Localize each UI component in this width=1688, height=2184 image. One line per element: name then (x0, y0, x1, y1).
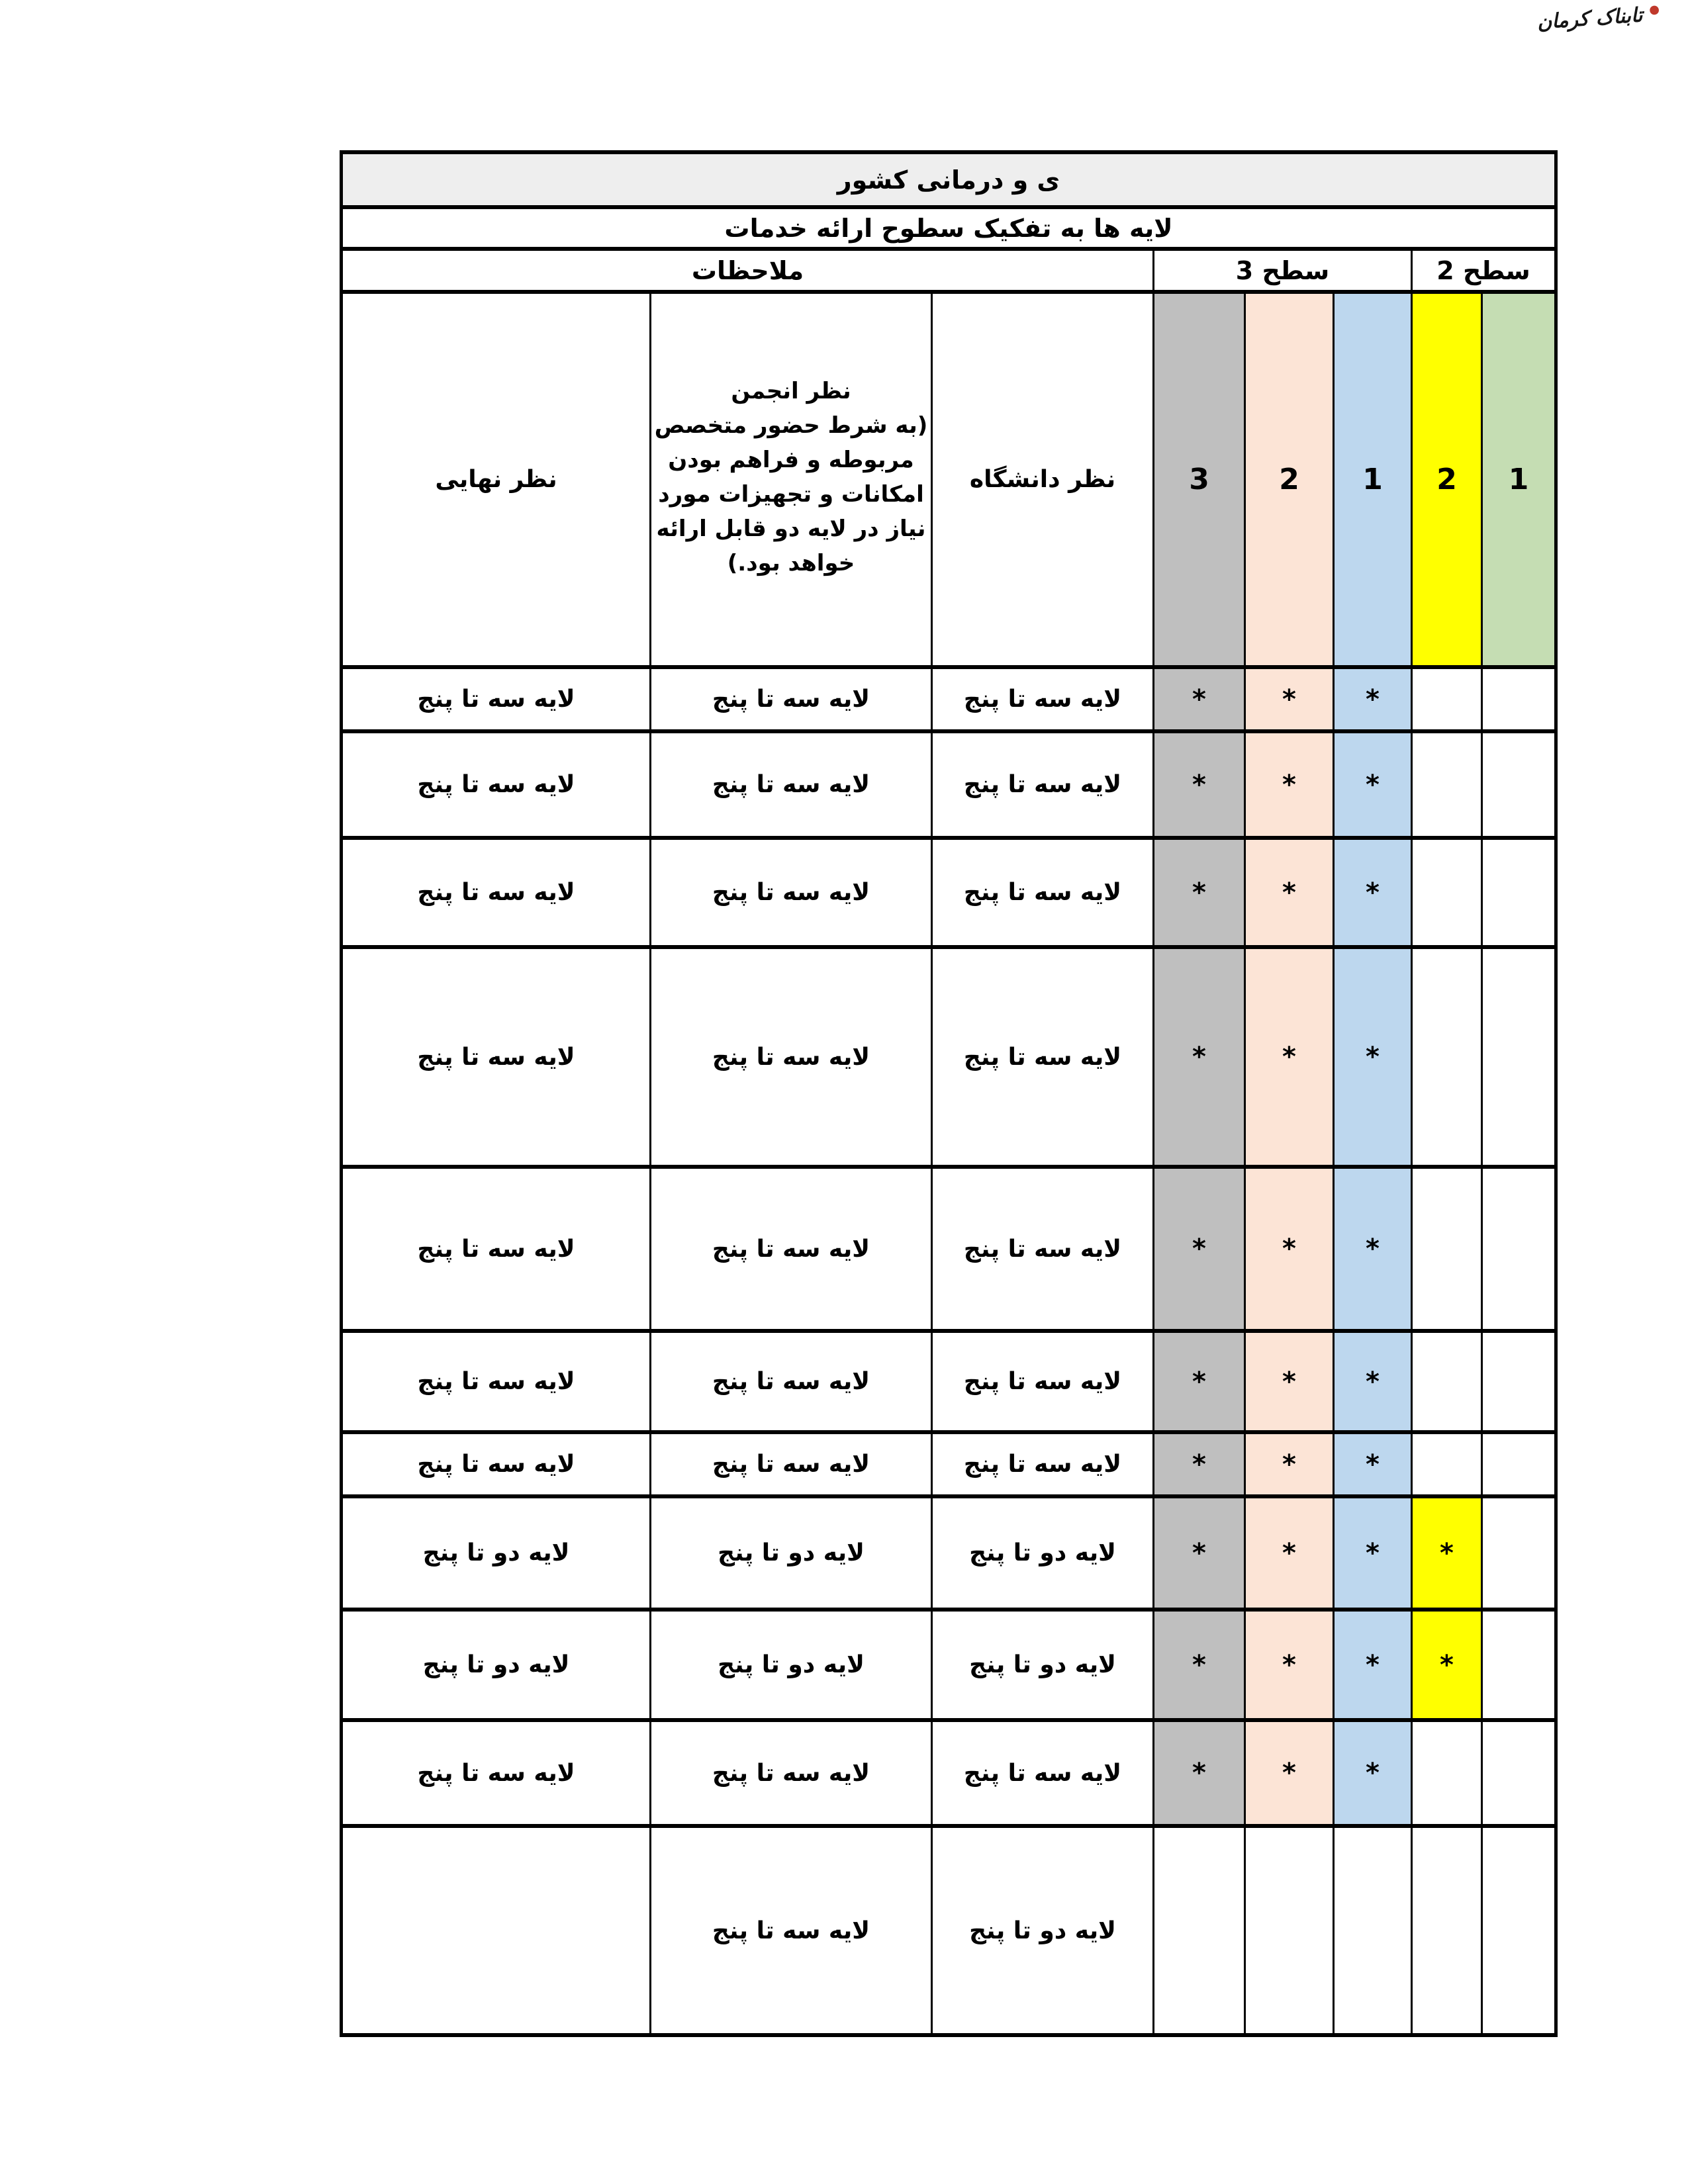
cell-final-opinion: لایه سه تا پنج (342, 947, 651, 1167)
cell-level3-1: * (1334, 1610, 1412, 1720)
group-header-level2: سطح 2 (1412, 249, 1556, 292)
cell-level2-2 (1412, 838, 1482, 947)
association-note-line: نیاز در لایه دو قابل ارائه (656, 515, 926, 542)
cell-university-opinion: لایه سه تا پنج (932, 1720, 1154, 1826)
cell-university-opinion: لایه دو تا پنج (932, 1496, 1154, 1610)
logo-accent-dot: ● (1648, 2, 1661, 17)
cell-level3-1: * (1334, 667, 1412, 731)
table-title: ی و درمانی کشور (342, 152, 1556, 207)
cell-final-opinion: لایه سه تا پنج (342, 731, 651, 838)
table-subtitle: لایه ها به تفکیک سطوح ارائه خدمات (342, 207, 1556, 249)
association-note-line: (به شرط حضور متخصص (654, 412, 928, 439)
cell-level2-1 (1482, 1826, 1556, 2035)
cell-level2-2 (1412, 731, 1482, 838)
column-header-level3-3: 3 (1154, 292, 1245, 667)
cell-association-opinion: لایه سه تا پنج (651, 947, 932, 1167)
cell-level3-2: * (1245, 1496, 1334, 1610)
cell-level3-3: * (1154, 1432, 1245, 1496)
cell-university-opinion: لایه دو تا پنج (932, 1826, 1154, 2035)
cell-association-opinion: لایه سه تا پنج (651, 1720, 932, 1826)
table-row (342, 731, 1556, 838)
group-header-notes: ملاحظات (342, 249, 1154, 292)
cell-university-opinion: لایه سه تا پنج (932, 1167, 1154, 1331)
cell-level2-2 (1412, 1432, 1482, 1496)
cell-association-opinion: لایه سه تا پنج (651, 1432, 932, 1496)
cell-association-opinion: لایه سه تا پنج (651, 1167, 932, 1331)
cell-level2-2 (1412, 667, 1482, 731)
cell-level3-2: * (1245, 1167, 1334, 1331)
cell-association-opinion: لایه دو تا پنج (651, 1496, 932, 1610)
cell-level2-1 (1482, 1167, 1556, 1331)
association-header-label: نظر انجمن (731, 377, 851, 404)
cell-level3-3: * (1154, 947, 1245, 1167)
cell-level3-3: * (1154, 731, 1245, 838)
table-row (342, 1826, 1556, 2035)
cell-level3-1: * (1334, 1432, 1412, 1496)
cell-level2-1 (1482, 947, 1556, 1167)
cell-final-opinion: لایه سه تا پنج (342, 1167, 651, 1331)
cell-level3-2 (1245, 1826, 1334, 2035)
cell-university-opinion: لایه سه تا پنج (932, 731, 1154, 838)
cell-final-opinion: لایه سه تا پنج (342, 667, 651, 731)
cell-level3-1: * (1334, 1720, 1412, 1826)
table-row (342, 1610, 1556, 1720)
cell-level3-3: * (1154, 667, 1245, 731)
cell-university-opinion: لایه سه تا پنج (932, 947, 1154, 1167)
site-logo (1536, 3, 1661, 34)
cell-level3-3: * (1154, 1496, 1245, 1610)
cell-university-opinion: لایه سه تا پنج (932, 1432, 1154, 1496)
cell-level3-2: * (1245, 667, 1334, 731)
table-row (342, 207, 1556, 249)
column-header-association (651, 292, 932, 667)
cell-level3-3: * (1154, 1331, 1245, 1432)
cell-level2-1 (1482, 1610, 1556, 1720)
cell-level3-2: * (1245, 1432, 1334, 1496)
cell-level3-1: * (1334, 1331, 1412, 1432)
cell-level2-2 (1412, 947, 1482, 1167)
table-row (342, 152, 1556, 207)
association-note-line: امکانات و تجهیزات مورد (658, 480, 924, 508)
cell-level3-1: * (1334, 838, 1412, 947)
association-note-line: خواهد بود.) (727, 549, 855, 576)
cell-association-opinion: لایه سه تا پنج (651, 667, 932, 731)
column-header-university: نظر دانشگاه (932, 292, 1154, 667)
cell-university-opinion: لایه سه تا پنج (932, 1331, 1154, 1432)
table-row (342, 1720, 1556, 1826)
association-note-line: مربوطه و فراهم بودن (668, 446, 914, 473)
cell-level3-2: * (1245, 1610, 1334, 1720)
cell-level3-1: * (1334, 1167, 1412, 1331)
cell-level3-3: * (1154, 1610, 1245, 1720)
cell-level3-3: * (1154, 1720, 1245, 1826)
cell-level2-2: * (1412, 1496, 1482, 1610)
table-row (342, 292, 1556, 667)
cell-final-opinion: لایه سه تا پنج (342, 1331, 651, 1432)
column-header-final: نظر نهایی (342, 292, 651, 667)
cell-level3-1: * (1334, 947, 1412, 1167)
cell-association-opinion: لایه سه تا پنج (651, 731, 932, 838)
cell-final-opinion: لایه سه تا پنج (342, 1432, 651, 1496)
cell-level2-2 (1412, 1167, 1482, 1331)
column-header-level3-2: 2 (1245, 292, 1334, 667)
table-row (342, 947, 1556, 1167)
table-row (342, 249, 1556, 292)
association-header-block (651, 374, 931, 586)
cell-level2-1 (1482, 667, 1556, 731)
cell-university-opinion: لایه سه تا پنج (932, 667, 1154, 731)
column-header-level2-1: 1 (1482, 292, 1556, 667)
cell-final-opinion (342, 1826, 651, 2035)
cell-level3-3: * (1154, 838, 1245, 947)
association-note (651, 408, 931, 580)
cell-university-opinion: لایه سه تا پنج (932, 838, 1154, 947)
cell-level3-2: * (1245, 838, 1334, 947)
cell-level2-1 (1482, 838, 1556, 947)
cell-association-opinion: لایه سه تا پنج (651, 1826, 932, 2035)
table-row (342, 667, 1556, 731)
cell-final-opinion: لایه سه تا پنج (342, 838, 651, 947)
logo-text: تابناک کرمان (1536, 3, 1644, 34)
table-row (342, 838, 1556, 947)
group-header-level3: سطح 3 (1154, 249, 1412, 292)
service-levels-table (340, 150, 1558, 2037)
table-row (342, 1167, 1556, 1331)
table-row (342, 1331, 1556, 1432)
cell-level2-1 (1482, 731, 1556, 838)
cell-level3-1: * (1334, 1496, 1412, 1610)
cell-university-opinion: لایه دو تا پنج (932, 1610, 1154, 1720)
cell-final-opinion: لایه دو تا پنج (342, 1496, 651, 1610)
cell-association-opinion: لایه سه تا پنج (651, 1331, 932, 1432)
cell-level2-1 (1482, 1496, 1556, 1610)
table-row (342, 1432, 1556, 1496)
cell-level2-2 (1412, 1331, 1482, 1432)
cell-level3-2: * (1245, 731, 1334, 838)
cell-level3-1 (1334, 1826, 1412, 2035)
cell-association-opinion: لایه سه تا پنج (651, 838, 932, 947)
cell-level3-2: * (1245, 947, 1334, 1167)
cell-level2-1 (1482, 1331, 1556, 1432)
cell-final-opinion: لایه سه تا پنج (342, 1720, 651, 1826)
cell-level2-1 (1482, 1720, 1556, 1826)
cell-level2-1 (1482, 1432, 1556, 1496)
column-header-level3-1: 1 (1334, 292, 1412, 667)
cell-level3-3: * (1154, 1167, 1245, 1331)
cell-level3-3 (1154, 1826, 1245, 2035)
cell-level2-2 (1412, 1720, 1482, 1826)
table-row (342, 1496, 1556, 1610)
cell-final-opinion: لایه دو تا پنج (342, 1610, 651, 1720)
cell-level2-2 (1412, 1826, 1482, 2035)
cell-level3-1: * (1334, 731, 1412, 838)
cell-level2-2: * (1412, 1610, 1482, 1720)
column-header-level2-2: 2 (1412, 292, 1482, 667)
cell-level3-2: * (1245, 1720, 1334, 1826)
cell-association-opinion: لایه دو تا پنج (651, 1610, 932, 1720)
cell-level3-2: * (1245, 1331, 1334, 1432)
